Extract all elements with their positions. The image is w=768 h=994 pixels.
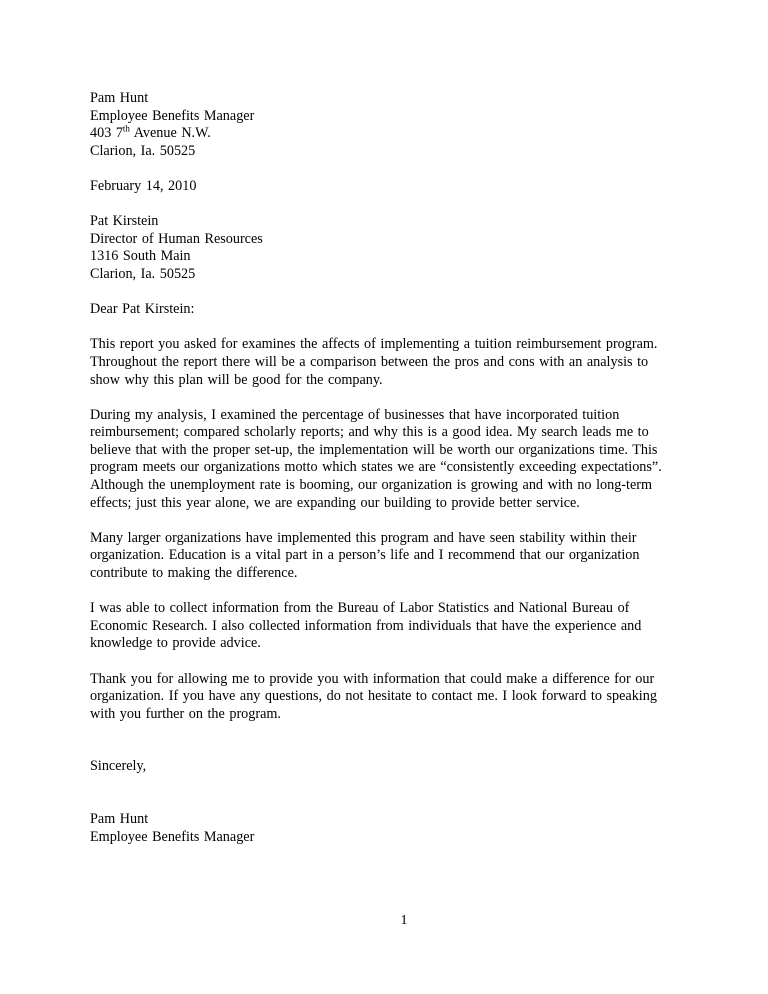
body-paragraph-2: During my analysis, I examined the percentage of businesses that have incorporated tuition reimbursement; compared scholarly reports; and why this is a good idea. My search leads me to believe that with the proper set-up, the implementation will be worth our organizations time. This program meets our organizations motto which states we are “consistently exceeding expectations”. Although the unemployment rate is booming, our organization is growing and with no long-term effects; just this year alone, we are expanding our building to provide better service. bbox=[90, 406, 662, 511]
recipient-street: 1316 South Main bbox=[90, 248, 191, 265]
signature-title: Employee Benefits Manager bbox=[90, 828, 255, 845]
sender-name: Pam Hunt bbox=[90, 90, 149, 106]
body-paragraph-3: Many larger organizations have implemented this program and have seen stability within their organization. Education is a vital part in a person’s life and I recommend that our organization contribute to making the difference. bbox=[90, 529, 640, 582]
sender-address-block bbox=[90, 90, 680, 160]
salutation: Dear Pat Kirstein: bbox=[90, 301, 195, 318]
sender-street bbox=[90, 125, 680, 143]
recipient-name: Pat Kirstein bbox=[90, 213, 159, 230]
signature-name: Pam Hunt bbox=[90, 810, 149, 827]
page-number: 1 bbox=[400, 913, 408, 928]
letter-date: February 14, 2010 bbox=[90, 177, 197, 194]
closing: Sincerely, bbox=[90, 758, 147, 775]
recipient-title: Director of Human Resources bbox=[90, 230, 263, 247]
body-paragraph-5: Thank you for allowing me to provide you with information that could make a difference for our organization. If you have any questions, do not hesitate to contact me. I look forward to speaking with you further on the program. bbox=[90, 670, 657, 722]
sender-street-name: Avenue N.W. bbox=[129, 125, 211, 142]
sender-street-ordinal: th bbox=[122, 123, 130, 134]
signature-block bbox=[90, 811, 680, 846]
recipient-city-state-zip: Clarion, Ia. 50525 bbox=[90, 265, 196, 282]
recipient-address-block bbox=[90, 213, 680, 283]
sender-title: Employee Benefits Manager bbox=[90, 107, 255, 124]
sender-city-state-zip: Clarion, Ia. 50525 bbox=[90, 142, 196, 159]
letter-body bbox=[90, 90, 680, 846]
sender-street-number: 403 7 bbox=[90, 125, 123, 142]
body-paragraph-4: I was able to collect information from the Bureau of Labor Statistics and National Bureau of Economic Research. I also collected information from individuals that have the experience and knowledge to provide advice. bbox=[90, 600, 642, 652]
body-paragraph-1: This report you asked for examines the affects of implementing a tuition reimbursement program. Throughout the report there will be a comparison between the pros and cons with an analysis to show why this plan will be good for the company. bbox=[90, 336, 658, 388]
